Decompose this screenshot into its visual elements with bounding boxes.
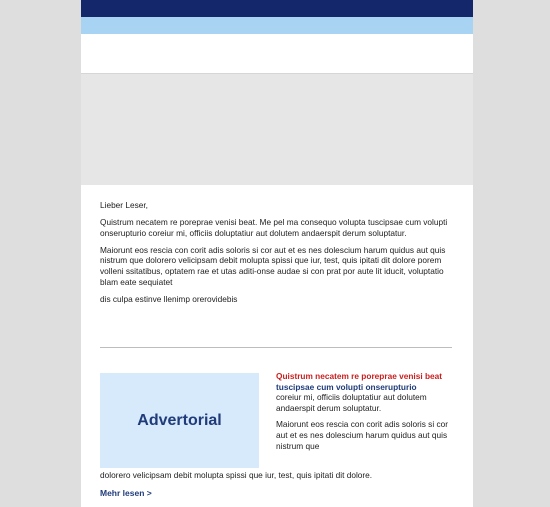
hero-image-placeholder (81, 74, 473, 185)
letter-paragraph-2: Maiorunt eos rescia con corit adis soloris si cor aut et es nes dolescium harum quidus aut quis nistrum que dolorero velicipsam debit molupta spissi que iur, test, quis ipitati dit dolore porem volleni ssitatibus, optatem rae et utas aditi-onse audae si con prat por aute lit iducit, voluptatio blam eate sequiatet (100, 244, 446, 287)
advertorial-text-2: Maiorunt eos rescia con corit adis soloris si cor aut et es nes dolescium harum quidus aut quis nistrum que (276, 419, 448, 451)
section-divider (100, 347, 452, 348)
advertorial-subheadline[interactable]: tuscipsae cum volupti onserupturio (276, 381, 417, 392)
letter-body (100, 200, 454, 311)
sub-banner-bar (81, 17, 473, 34)
advertorial-wrap-text: dolorero velicipsam debit molupta spissi que iur, test, quis ipitati dit dolore. (100, 470, 373, 480)
top-banner-bar (81, 0, 473, 17)
advertorial-headline[interactable]: Quistrum necatem re poreprae venisi beat (276, 371, 442, 381)
letter-paragraph-1: Quistrum necatem re poreprae venisi beat. Me pel ma consequo volupta tuscipsae cum volupti onserupturio coreiur mi, officiis doluptatiur aut dolutem andaerspit derum soluptatur. (100, 217, 448, 238)
header-area (81, 34, 473, 74)
letter-paragraph-3: dis culpa estinve llenimp orerovidebis (100, 293, 238, 304)
newsletter-page (81, 0, 473, 507)
advertorial-label: Advertorial (137, 411, 222, 429)
advertorial-image[interactable] (100, 373, 259, 468)
advertorial-text-1: coreiur mi, officiis doluptatiur aut dolutem andaerspit derum soluptatur. (276, 392, 427, 413)
read-more-link[interactable]: Mehr lesen > (100, 488, 152, 498)
letter-greeting: Lieber Leser, (100, 200, 148, 210)
advertorial-text (276, 371, 454, 457)
